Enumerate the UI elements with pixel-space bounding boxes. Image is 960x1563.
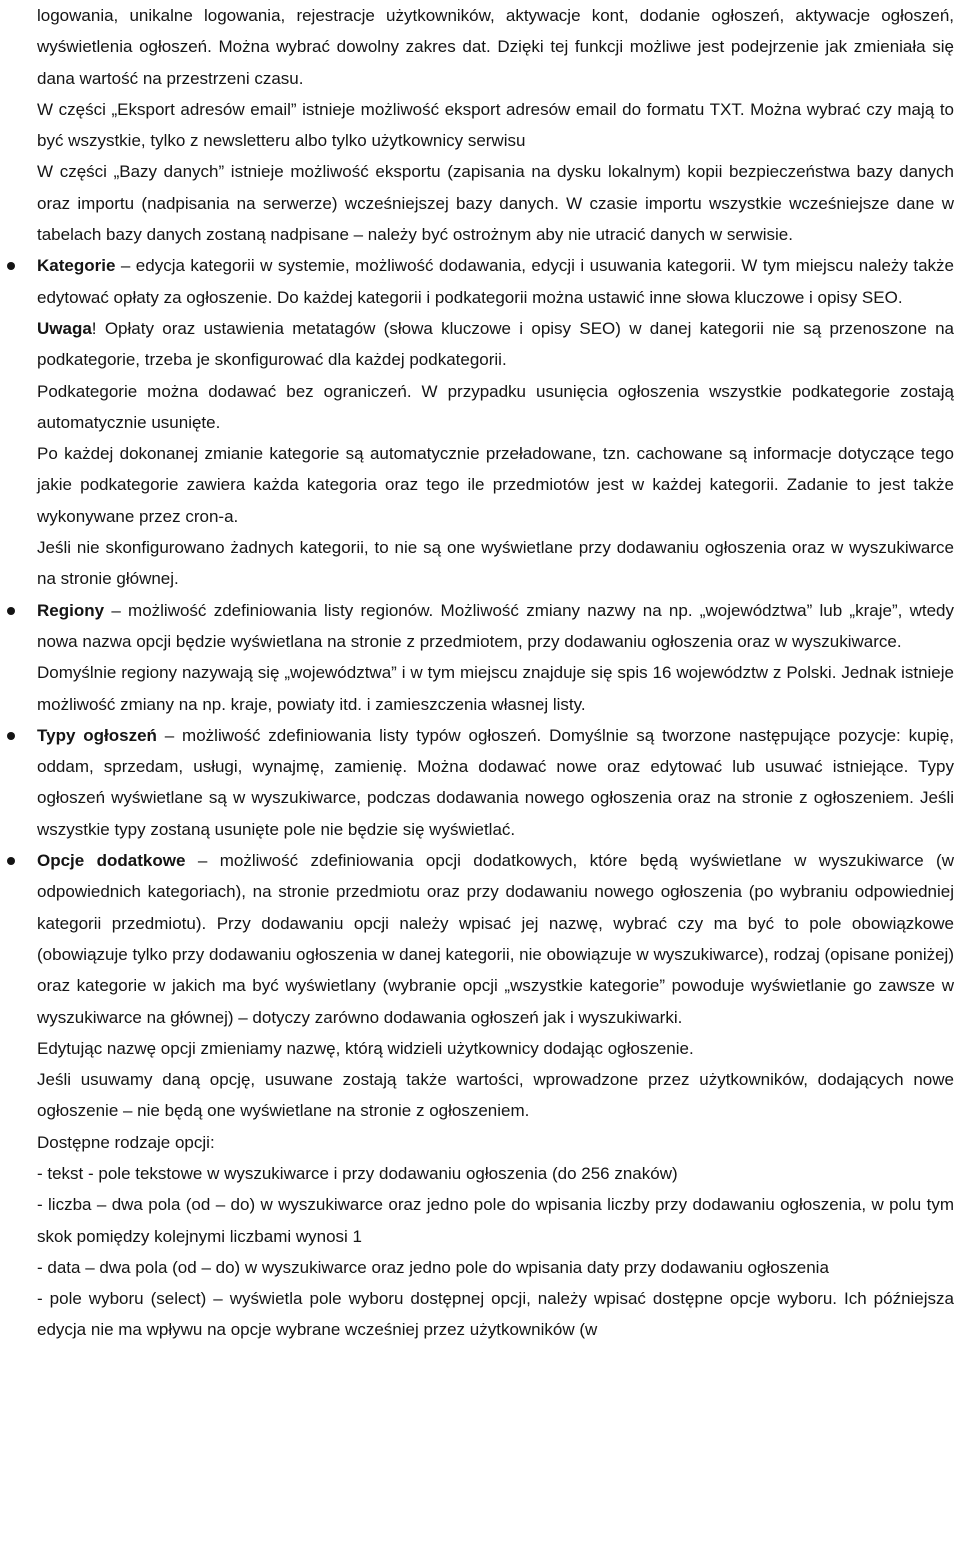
bullet-typy-ogloszen xyxy=(0,720,954,845)
typy-text-1: – możliwość zdefiniowania listy typów ogłoszeń. Domyślnie są tworzone następujące pozycje: kupię, oddam, sprzedam, usługi, wynajmę, zamienię. Można dodawać nowe oraz edytować lub usuwać istniejące. Typy ogłoszeń wyświetlane są w wyszukiwarce, podczas dodawania nowego ogłoszenia oraz na stronie z ogłoszeniem. Jeśli wszystkie typy zostaną usunięte pole nie będzie się wyświetlać. xyxy=(37,725,954,839)
regiony-paragraph-2: Domyślnie regiony nazywają się „województwa” i w tym miejscu znajduje się spis 16 województw z Polski. Jednak istnieje możliwość zmiany na np. kraje, powiaty itd. i zamieszczenia własnej listy. xyxy=(37,663,954,714)
opcje-paragraph-3: Jeśli usuwamy daną opcję, usuwane zostają także wartości, wprowadzone przez użytkowników, dodających nowe ogłoszenie – nie będą one wyświetlane na stronie z ogłoszeniem. xyxy=(37,1070,954,1121)
kategorie-paragraph-uwaga xyxy=(37,313,954,376)
option-type-text: - tekst - pole tekstowe w wyszukiwarce i przy dodawaniu ogłoszenia (do 256 znaków) xyxy=(37,1163,678,1183)
bullet-dot xyxy=(7,857,15,865)
kategorie-paragraph-1 xyxy=(37,250,954,313)
option-type-select: - pole wyboru (select) – wyświetla pole wyboru dostępnej opcji, należy wpisać dostępne opcje wyboru. Ich późniejsza edycja nie ma wpływu na opcje wybrane wcześniej przez użytkowników (w xyxy=(37,1289,954,1340)
opcje-paragraph-2: Edytując nazwę opcji zmieniamy nazwę, którą widzieli użytkownicy dodając ogłoszenie. xyxy=(37,1038,694,1058)
opcje-text-1: – możliwość zdefiniowania opcji dodatkowych, które będą wyświetlane w wyszukiwarce (w odpowiednich kategoriach), na stronie przedmiotu oraz przy dodawaniu nowego ogłoszenia (po wybraniu odpowiedniej kategorii przedmiotu). Przy dodawaniu opcji należy wpisać jej nazwę, wybrać czy ma być to pole obowiązkowe (obowiązuje tylko przy dodawaniu ogłoszenia w danej kategorii, nie obowiązuje w wyszukiwarce), rodzaj (opisane poniżej) oraz kategorie w jakich ma być wyświetlany (wybranie opcji „wszystkie kategorie” powoduje wyświetlanie go zawsze w wyszukiwarce na głównej) – dotyczy zarówno dodawania ogłoszeń jak i wyszukiwarki. xyxy=(37,851,954,1027)
bullet-dot xyxy=(7,732,15,740)
uwaga-text: ! Opłaty oraz ustawienia metatagów (słowa kluczowe i opisy SEO) w danej kategorii nie są przenoszone na podkategorie, trzeba je skonfigurować dla każdej podkategorii. xyxy=(37,318,954,370)
opcje-paragraph-4: Dostępne rodzaje opcji: xyxy=(37,1132,215,1152)
uwaga-label: Uwaga xyxy=(37,318,92,338)
term-kategorie: Kategorie xyxy=(37,256,116,276)
kategorie-text-1: – edycja kategorii w systemie, możliwość dodawania, edycji i usuwania kategorii. W tym miejscu należy także edytować opłaty za ogłoszenie. Do każdej kategorii i podkategorii można ustawić inne słowa kluczowe i opisy SEO. xyxy=(37,256,954,307)
bullet-dot xyxy=(7,607,15,615)
regiony-paragraph-1 xyxy=(37,595,954,658)
bullet-dot xyxy=(7,262,15,270)
intro-paragraph-email-export: W części „Eksport adresów email” istnieje możliwość eksport adresów email do formatu TXT. Można wybrać czy mają to być wszystkie, tylko z newsletteru albo tylko użytkownicy serwisu xyxy=(37,99,954,151)
intro-paragraph-statistics: logowania, unikalne logowania, rejestracje użytkowników, aktywacje kont, dodanie ogłoszeń, aktywacje ogłoszeń, wyświetlenia ogłoszeń. Można wybrać dowolny zakres dat. Dzięki tej funkcji możliwe jest podejrzenie jak zmieniała się dana wartość na przestrzeni czasu. xyxy=(37,6,954,88)
kategorie-paragraph-4: Po każdej dokonanej zmianie kategorie są automatycznie przeładowane, tzn. cachowane są informacje dotyczące tego jakie podkategorie zawiera każda kategoria oraz tego ile przedmiotów jest w każdej kategorii. Zadanie to jest także wykonywane przez cron-a. xyxy=(37,444,954,526)
kategorie-paragraph-3: Podkategorie można dodawać bez ograniczeń. W przypadku usunięcia ogłoszenia wszystkie podkategorie zostają automatycznie usunięte. xyxy=(37,381,954,432)
regiony-text-1: – możliwość zdefiniowania listy regionów. Możliwość zmiany nazwy na np. „województwa” lub „kraje”, wtedy nowa nazwa opcji będzie wyświetlana na stronie z przedmiotem, przy dodawaniu ogłoszenia oraz w wyszukiwarce. xyxy=(37,600,954,651)
term-opcje-dodatkowe: Opcje dodatkowe xyxy=(37,851,186,871)
typy-paragraph-1 xyxy=(37,720,954,845)
bullet-opcje-dodatkowe xyxy=(0,845,954,1346)
intro-paragraph-database: W części „Bazy danych” istnieje możliwość eksportu (zapisania na dysku lokalnym) kopii bezpieczeństwa bazy danych oraz importu (nadpisania na serwerze) wcześniejszej bazy danych. W czasie importu wszystkie wcześniejsze dane w tabelach bazy danych zostaną nadpisane – należy być ostrożnym aby nie utracić danych w serwisie. xyxy=(37,162,954,245)
option-type-number: - liczba – dwa pola (od – do) w wyszukiwarce oraz jedno pole do wpisania liczby przy dodawaniu ogłoszenia, w polu tym skok pomiędzy kolejnymi liczbami wynosi 1 xyxy=(37,1195,954,1246)
term-regiony: Regiony xyxy=(37,600,105,620)
term-typy-ogloszen: Typy ogłoszeń xyxy=(37,725,157,745)
bullet-regiony xyxy=(0,595,954,720)
bullet-kategorie xyxy=(0,250,954,594)
opcje-paragraph-1 xyxy=(37,845,954,1033)
kategorie-paragraph-5: Jeśli nie skonfigurowano żadnych kategorii, to nie są one wyświetlane przy dodawaniu ogłoszenia oraz w wyszukiwarce na stronie głównej. xyxy=(37,538,954,589)
option-type-date: - data – dwa pola (od – do) w wyszukiwarce oraz jedno pole do wpisania daty przy dodawaniu ogłoszenia xyxy=(37,1257,829,1277)
